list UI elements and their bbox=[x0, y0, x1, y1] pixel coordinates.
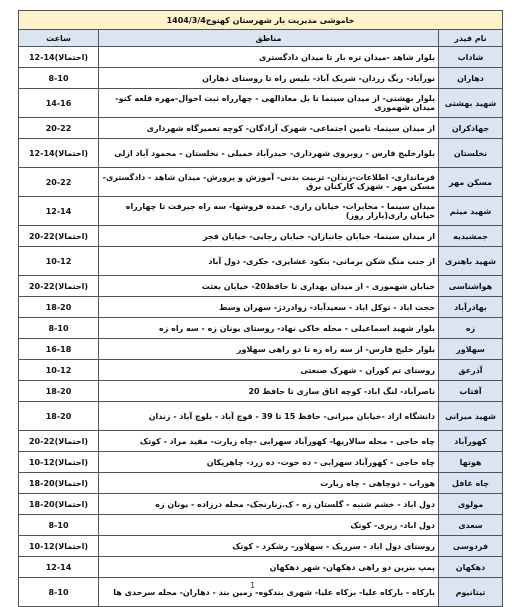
feeder-cell: سهلاور bbox=[439, 339, 503, 360]
areas-cell: از میدان سینما- خیابان جانبازان- خیابان رجایی- خیابان فجر bbox=[99, 226, 439, 247]
feeder-cell: مولوی bbox=[439, 494, 503, 515]
feeder-cell: شهید باهنری bbox=[439, 247, 503, 276]
time-cell: (احتمالا)22-20 bbox=[19, 226, 99, 247]
feeder-cell: آفتاب bbox=[439, 381, 503, 402]
time-cell: 18-20 bbox=[19, 402, 99, 431]
time-cell: (احتمالا)14-12 bbox=[19, 139, 99, 168]
feeder-cell: شهید میثم bbox=[439, 197, 503, 226]
feeder-cell: دهاران bbox=[439, 68, 503, 89]
table-row bbox=[19, 318, 503, 339]
header-row bbox=[19, 30, 503, 47]
areas-cell: پمپ بنزین دو راهی دهکهان- شهر دهکهان bbox=[99, 557, 439, 578]
time-cell: 18-20 bbox=[19, 297, 99, 318]
feeder-cell: شهید بهشتی bbox=[439, 89, 503, 118]
areas-cell: ناصرآباد- لنگ اباد- کوچه اتاق سازی تا حافظ 20 bbox=[99, 381, 439, 402]
time-cell: 8-10 bbox=[19, 515, 99, 536]
feeder-cell: دهکهان bbox=[439, 557, 503, 578]
table-row bbox=[19, 578, 503, 607]
schedule-table bbox=[18, 10, 503, 607]
areas-cell: هوراب - دوچاهی - چاه زیارت bbox=[99, 473, 439, 494]
table-row bbox=[19, 515, 503, 536]
header-areas: مناطق bbox=[99, 30, 439, 47]
areas-cell: چاه حاجی - محله سالاریها- کهورآباد سهرابی -چاه زیارت- مفید مراد - کوتک bbox=[99, 431, 439, 452]
time-cell: (احتمالا)12-10 bbox=[19, 536, 99, 557]
title-row bbox=[19, 11, 503, 30]
time-cell: 16-18 bbox=[19, 339, 99, 360]
table-row bbox=[19, 226, 503, 247]
feeder-cell: زه bbox=[439, 318, 503, 339]
feeder-cell: هواشناسی bbox=[439, 276, 503, 297]
feeder-cell: مسکن مهر bbox=[439, 168, 503, 197]
areas-cell: بلوارخلیج فارس - روبروی شهرداری- حیدرآباد خمیلی - نخلستان - محمود آباد ازلی bbox=[99, 139, 439, 168]
table-row bbox=[19, 89, 503, 118]
time-cell: (احتمالا)20-18 bbox=[19, 473, 99, 494]
table-row bbox=[19, 118, 503, 139]
feeder-cell: سعدی bbox=[439, 515, 503, 536]
table-row bbox=[19, 473, 503, 494]
table-row bbox=[19, 197, 503, 226]
time-cell: 12-14 bbox=[19, 197, 99, 226]
feeder-cell: کهورآباد bbox=[439, 431, 503, 452]
table-row bbox=[19, 452, 503, 473]
table-row bbox=[19, 494, 503, 515]
areas-cell: بارکاه - بارکاه علیا- برکاه علیا- شهری بندکوه- زمین بند - دهاران- محله سرحدی ها bbox=[99, 578, 439, 607]
time-cell: 10-12 bbox=[19, 247, 99, 276]
table-row bbox=[19, 168, 503, 197]
areas-cell: از جنب منگ شکن برمانی- بنکود عشایری- جکری- دول آباد bbox=[99, 247, 439, 276]
page-number: 1 bbox=[250, 581, 256, 590]
time-cell: 8-10 bbox=[19, 318, 99, 339]
feeder-cell: هوتها bbox=[439, 452, 503, 473]
table-title: خاموشی مدیریت بار شهرستان کهنوج1404/3/4 bbox=[19, 11, 503, 30]
feeder-cell: نخلستان bbox=[439, 139, 503, 168]
areas-cell: روستای دول اباد - سرریک - سهلاور- رشکرد - کوتک bbox=[99, 536, 439, 557]
table-row bbox=[19, 276, 503, 297]
time-cell: 10-12 bbox=[19, 360, 99, 381]
areas-cell: دول اباد - خشم شنبه - گلستان زه - ک.زنارنجک- محله درزاده - یونان زه bbox=[99, 494, 439, 515]
table-row bbox=[19, 536, 503, 557]
time-cell: (احتمالا)20-18 bbox=[19, 494, 99, 515]
time-cell: (احتمالا)22-20 bbox=[19, 276, 99, 297]
table-row bbox=[19, 339, 503, 360]
time-cell: 20-22 bbox=[19, 118, 99, 139]
areas-cell: روستای تم کوران - شهرک صنعتی bbox=[99, 360, 439, 381]
table-row bbox=[19, 557, 503, 578]
table-row bbox=[19, 431, 503, 452]
time-cell: 8-10 bbox=[19, 578, 99, 607]
feeder-cell: بهادرآباد bbox=[439, 297, 503, 318]
areas-cell: دول اباد- زیری- کوتک bbox=[99, 515, 439, 536]
table-row bbox=[19, 297, 503, 318]
feeder-cell: تیتانیوم bbox=[439, 578, 503, 607]
table-row bbox=[19, 68, 503, 89]
time-cell: 8-10 bbox=[19, 68, 99, 89]
feeder-cell: آذرعق bbox=[439, 360, 503, 381]
time-cell: (احتمالا)14-12 bbox=[19, 47, 99, 68]
table-row bbox=[19, 247, 503, 276]
time-cell: 12-14 bbox=[19, 557, 99, 578]
areas-cell: حجت اباد - توکل اباد - سعیدآباد- زوادردژ- سهران وسط bbox=[99, 297, 439, 318]
areas-cell: بلوار بهشتی- از میدان سینما تا بل معاذالهی - چهارراه ثبت احوال-مهره قلعه کنو- میدان شهموزی bbox=[99, 89, 439, 118]
table-row bbox=[19, 139, 503, 168]
time-cell: (احتمالا)22-20 bbox=[19, 431, 99, 452]
time-cell: 18-20 bbox=[19, 381, 99, 402]
time-cell: 14-16 bbox=[19, 89, 99, 118]
header-feeder: نام فیدر bbox=[439, 30, 503, 47]
areas-cell: بلوار خلیج فارس- از سه راه زه تا دو راهی سهلاور bbox=[99, 339, 439, 360]
areas-cell: نورآباد- ریگ زردان- شریک آباد- بلیس راه تا روستای دهاران bbox=[99, 68, 439, 89]
areas-cell: چاه حاجی - کهورآباد سهرابی - ده حوت- ده زرد- چاهریکان bbox=[99, 452, 439, 473]
time-cell: (احتمالا)12-10 bbox=[19, 452, 99, 473]
table-row bbox=[19, 360, 503, 381]
areas-cell: فرمانداری- اطلاعات-زندان- تربیت بدنی- آموزش و پرورش- میدان شاهد - دادگستری- مسکن مهر - شهرک کارکنان برق bbox=[99, 168, 439, 197]
feeder-cell: چاه غافل bbox=[439, 473, 503, 494]
header-time: ساعت bbox=[19, 30, 99, 47]
areas-cell: میدان سینما - مخابرات- خیابان رازی- عمده فروشها- سه راه جیرفت تا چهارراه خیابان رازی(بازار روز) bbox=[99, 197, 439, 226]
table-row bbox=[19, 47, 503, 68]
areas-cell: دانشگاه ازاد -خیابان میرانی- حافظ 15 تا 39 - قوچ آباد - بلوچ آباد - زندان bbox=[99, 402, 439, 431]
feeder-cell: فردوسی bbox=[439, 536, 503, 557]
areas-cell: بلوار شاهد -میدان تره بار تا میدان دادگستری bbox=[99, 47, 439, 68]
areas-cell: از میدان سینما- تامین اجتماعی- شهرک آزادگان- کوچه تعمیرگاه شهرداری bbox=[99, 118, 439, 139]
table-row bbox=[19, 402, 503, 431]
feeder-cell: جمشیدیه bbox=[439, 226, 503, 247]
table-row bbox=[19, 381, 503, 402]
feeder-cell: جهادکران bbox=[439, 118, 503, 139]
time-cell: 20-22 bbox=[19, 168, 99, 197]
feeder-cell: شهید میرانی bbox=[439, 402, 503, 431]
feeder-cell: شاداب bbox=[439, 47, 503, 68]
areas-cell: خیابان شهموزی - از میدان بهداری تا حافظ20- خیابان بعثت bbox=[99, 276, 439, 297]
areas-cell: بلوار شهید اسماعیلی - محله خاکی نهاد- روستای یونان زه - سه راه زه bbox=[99, 318, 439, 339]
